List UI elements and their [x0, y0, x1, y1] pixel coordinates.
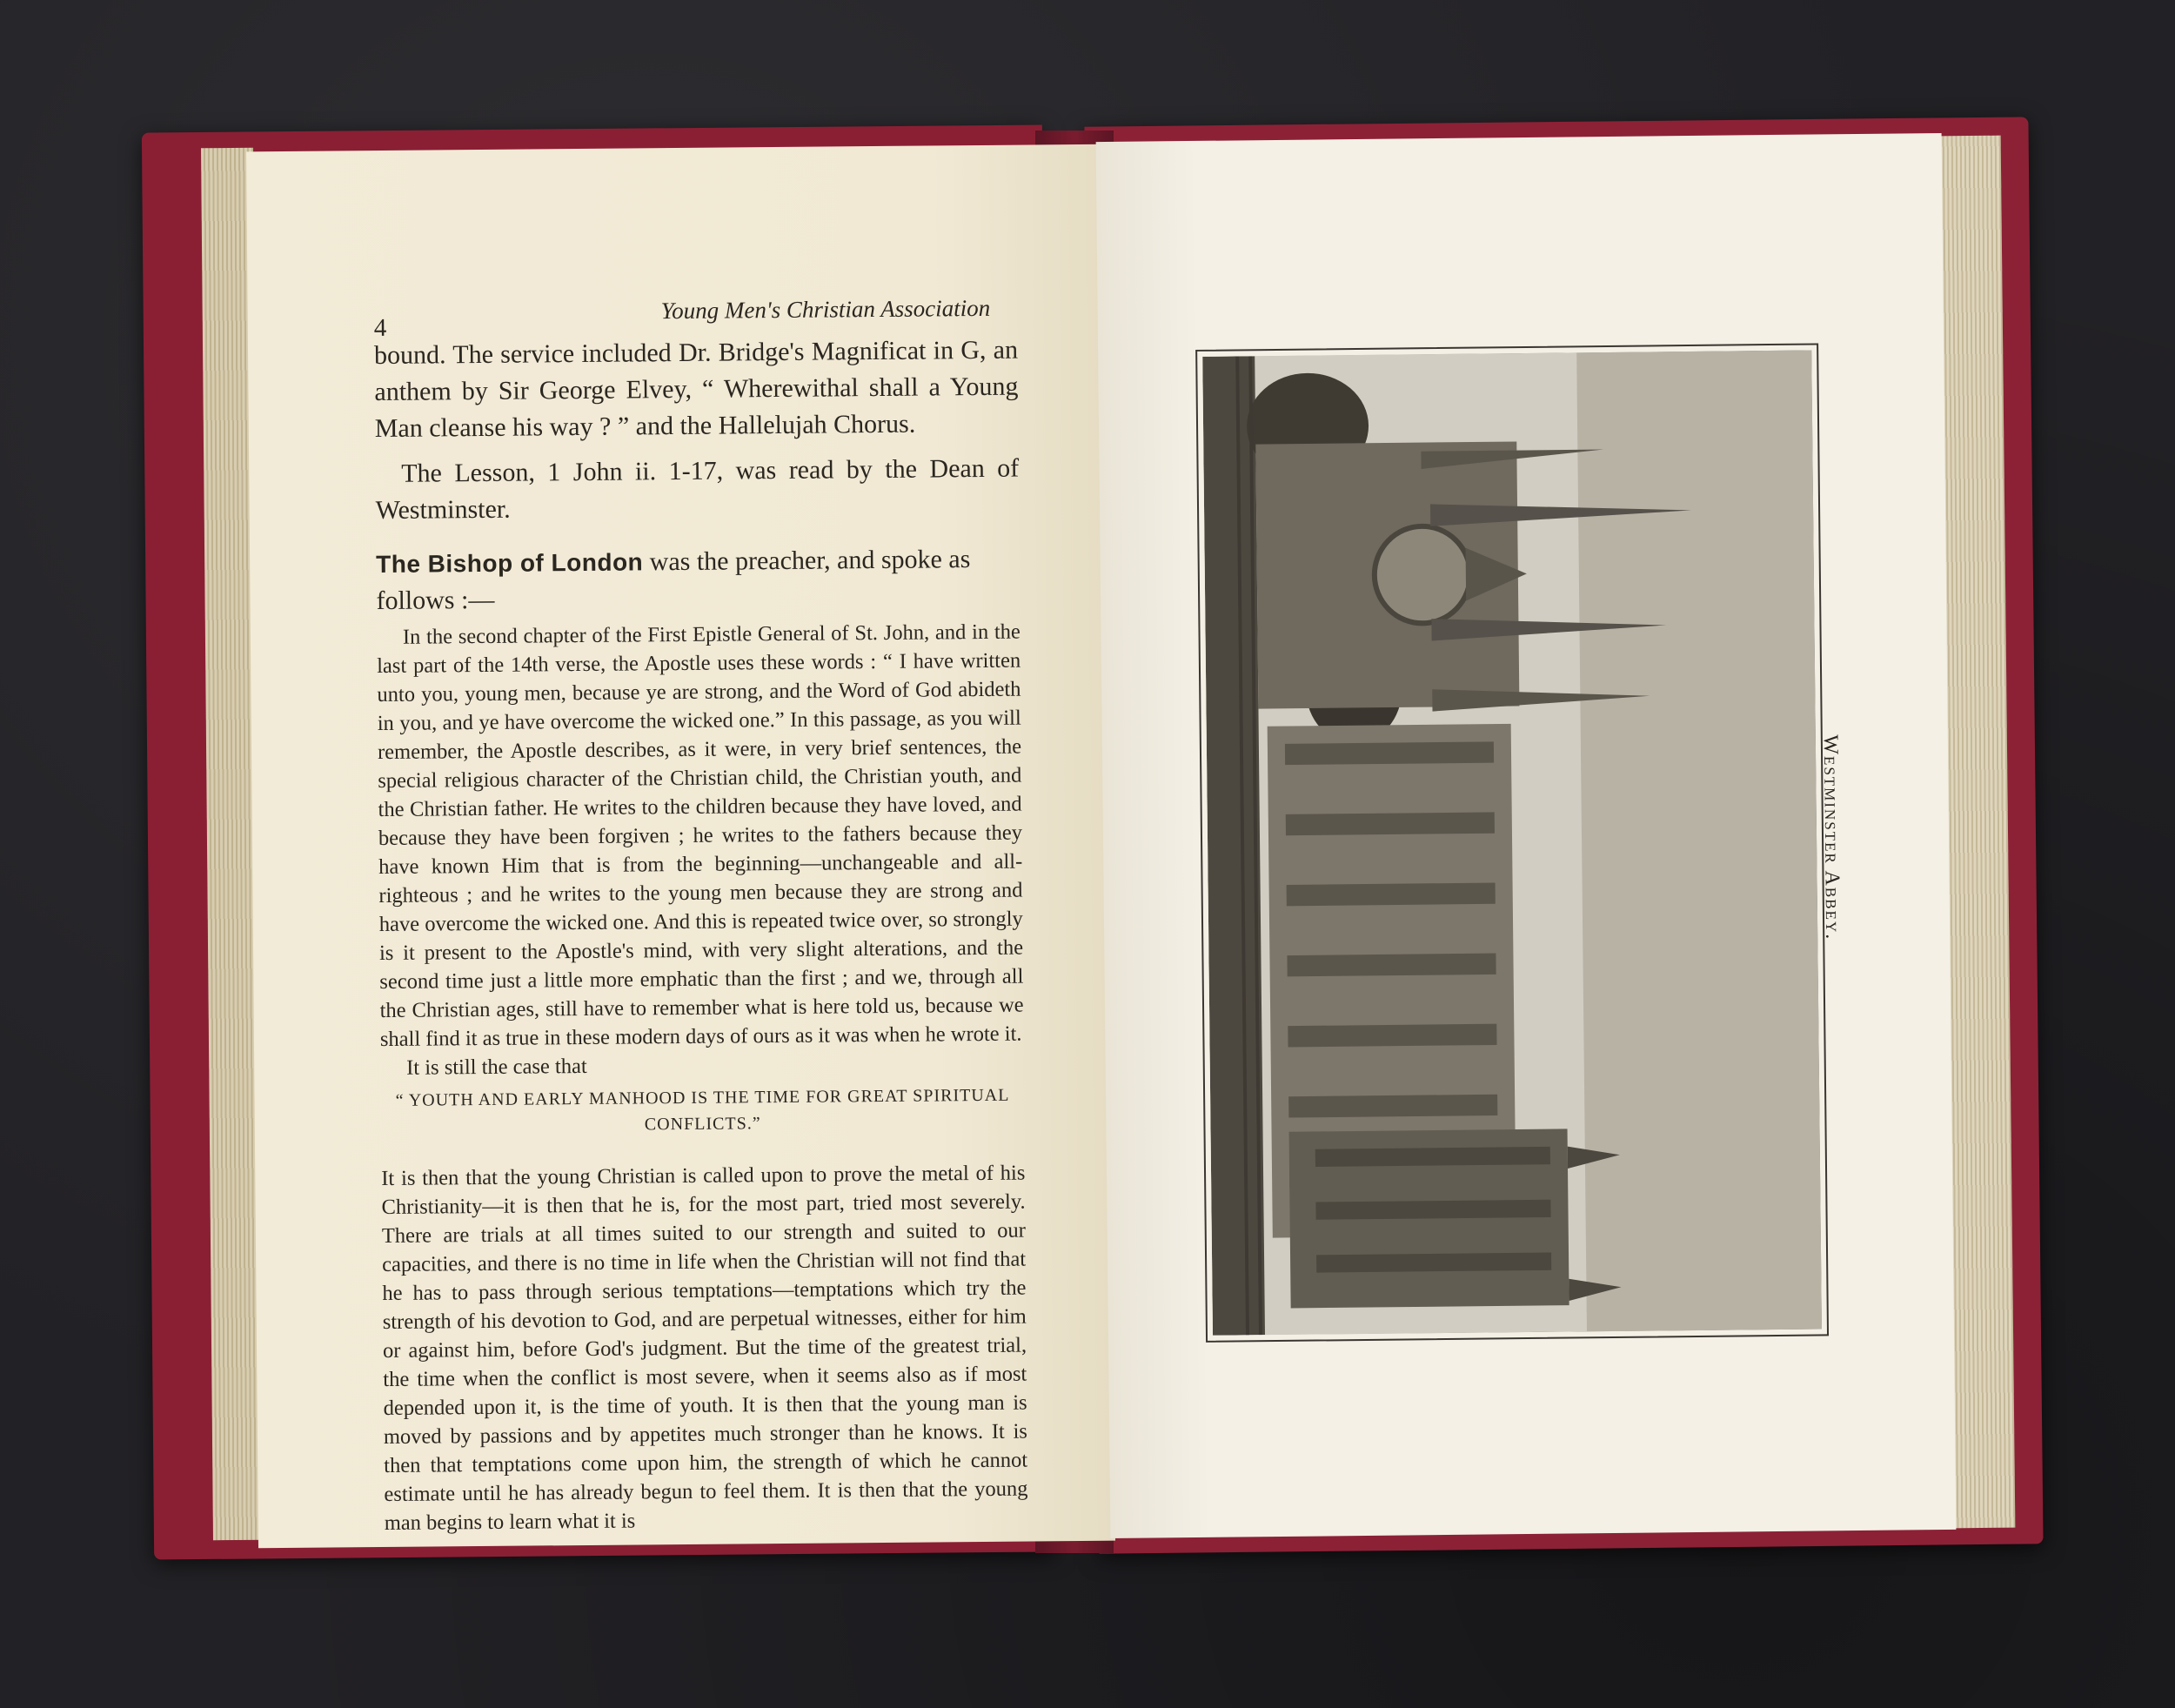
- paragraph-service: bound. The service included Dr. Bridge's Magnificat in G, an anthem by Sir George Elvey, “ Wherewithal shall a Young Man cleanse his way ? ” and the Hallelujah Chorus.: [373, 335, 1019, 444]
- speaker-intro-text: was the preacher, and spoke as follows :—: [376, 545, 971, 616]
- speaker-name: The Bishop of London: [376, 548, 644, 579]
- page-number: 4: [373, 313, 387, 343]
- photo-plate-frame: [1195, 343, 1829, 1342]
- sermon-paragraph-1: In the second chapter of the First Epistle General of St. John, and in the last part of the 14th verse, the Apostle uses these words : “ I have written unto you, young men, because ye are strong, and the Word of God abideth in you, and ye have overcome the wicked one.” In this passage, as you will remember, the Apostle describes, as it were, in very brief sentences, the special religious character of the Christian child, the Christian youth, and the Christian father. He writes to the children because they have loved, and because they have been forgiven ; he writes to the fathers because they have known Him that is from the beginning—unchangeable and all-righteous ; and he writes to the young men because they are strong and have overcome the wicked one. And this is repeated twice over, so strongly is it present to the Apostle's mind, with very slight alterations, and the second time just a little more emphatic than the first ; and we, through all the Christian ages, still have to remember what is here told us, because we shall find it as true in these modern days of ours as it was when he wrote it.: [377, 620, 1024, 1052]
- left-page: [246, 144, 1115, 1549]
- plate-caption: [1816, 734, 1853, 961]
- running-head-title: Young Men's Christian Association: [660, 294, 991, 325]
- plate-caption-text: Westminster Abbey.: [1818, 734, 1844, 941]
- abbey-illustration: [1202, 351, 1822, 1336]
- sermon-paragraph-3: It is then that the young Christian is called upon to prove the metal of his Christianity—it is then that he is, for the most part, tried most severely. There are trials at all times suited to our strength and suited to our capacities, and there is no time in life when the Christian will not find that he has to pass through serious temptations—temptations which try the strength of his devotion to God, and are perpetual witnesses, either for him or against him, before God's judgment. But the time of the greatest trial, the time when the conflict is most severe, when it seems also as if most depended upon it, is the time of youth. It is then that the young man is moved by passions and by appetites much stronger than he knows. It is then that temptations come upon him, the strength of which he cannot estimate until he has already begun to feel them. It is then that the young man begins to learn what it is: [381, 1161, 1028, 1536]
- section-heading: [380, 1082, 1024, 1140]
- paragraph-lesson: The Lesson, 1 John ii. 1-17, was read by the Dean of Westminster.: [375, 453, 1020, 526]
- sermon-paragraph-2: It is still the case that: [406, 1054, 587, 1080]
- section-heading-line-2: CONFLICTS.”: [644, 1114, 761, 1135]
- paragraph-bishop-intro: [376, 541, 1021, 620]
- section-heading-line-1: “ YOUTH AND EARLY MANHOOD IS THE TIME FOR GREAT SPIRITUAL: [395, 1085, 1010, 1110]
- body-text: [374, 332, 1028, 1537]
- running-head: [373, 294, 1114, 343]
- westminster-abbey-photo: [1202, 351, 1822, 1336]
- right-page: [1096, 133, 1957, 1538]
